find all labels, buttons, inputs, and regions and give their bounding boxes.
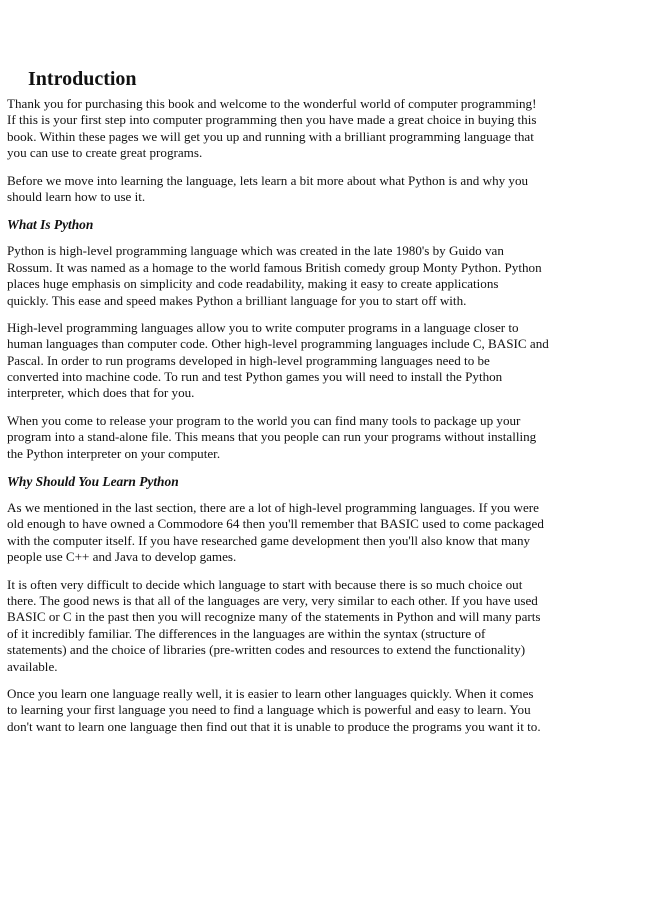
section1-paragraph-1 [7, 243, 660, 309]
paragraph-line: BASIC or C in the past then you will recognize many of the statements in Python and will many parts [7, 609, 541, 625]
paragraph-line: the Python interpreter on your computer. [7, 445, 221, 461]
paragraph-line: should learn how to use it. [7, 188, 146, 204]
paragraph-line: available. [7, 658, 58, 674]
document-body [7, 66, 660, 746]
paragraph-line: you can use to create great programs. [7, 145, 203, 161]
paragraph-line: with the computer itself. If you have researched game development then you'll also know that many [7, 532, 531, 548]
paragraph-line: program into a stand-alone file. This means that you people can run your programs without installing [7, 429, 537, 445]
paragraph-line: quickly. This ease and speed makes Python a brilliant language for you to start off with. [7, 292, 467, 308]
section1-paragraph-2 [7, 320, 660, 402]
paragraph-line: It is often very difficult to decide which language to start with because there is so much choice out [7, 576, 523, 592]
paragraph-line: interpreter, which does that for you. [7, 385, 195, 401]
section2-paragraph-1 [7, 500, 660, 566]
paragraph-line: people use C++ and Java to develop games. [7, 549, 237, 565]
paragraph-line: High-level programming languages allow you to write computer programs in a language closer to [7, 319, 519, 335]
chapter-title: Introduction [28, 68, 137, 90]
paragraph-line: Rossum. It was named as a homage to the world famous British comedy group Monty Python. Python [7, 259, 542, 275]
paragraph-line: When you come to release your program to the world you can find many tools to package up your [7, 412, 521, 428]
paragraph-line: If this is your first step into computer programming then you have made a great choice in buying this [7, 112, 537, 128]
paragraph-line: converted into machine code. To run and test Python games you will need to install the Python [7, 369, 503, 385]
paragraph-line: there. The good news is that all of the languages are very, very similar to each other. If you have used [7, 592, 538, 608]
paragraph-line: don't want to learn one language then find out that it is unable to produce the programs you want it to. [7, 718, 541, 734]
section-heading-what-is-python: What Is Python [7, 217, 94, 233]
paragraph-line: Pascal. In order to run programs developed in high-level programming languages need to be [7, 352, 490, 368]
paragraph-line: human languages than computer code. Other high-level programming languages include C, BASIC and [7, 336, 549, 352]
intro-paragraph-1 [7, 96, 660, 162]
paragraph-line: As we mentioned in the last section, there are a lot of high-level programming languages. If you were [7, 500, 539, 516]
section-heading-why-learn-python: Why Should You Learn Python [7, 474, 179, 490]
paragraph-line: book. Within these pages we will get you up and running with a brilliant programming language that [7, 128, 534, 144]
paragraph-line: Before we move into learning the language, lets learn a bit more about what Python is and why you [7, 172, 529, 188]
paragraph-line: Once you learn one language really well, it is easier to learn other languages quickly. When it comes [7, 685, 534, 701]
paragraph-line: to learning your first language you need to find a language which is powerful and easy to learn. You [7, 702, 531, 718]
paragraph-line: places huge emphasis on simplicity and code readability, making it easy to create applications [7, 276, 499, 292]
paragraph-line: Thank you for purchasing this book and welcome to the wonderful world of computer programming! [7, 96, 537, 111]
intro-paragraph-2 [7, 173, 660, 206]
section2-paragraph-3 [7, 686, 660, 735]
paragraph-line: of it incredibly familiar. The differences in the languages are within the syntax (structure of [7, 625, 486, 641]
paragraph-line: Python is high-level programming language which was created in the late 1980's by Guido van [7, 243, 504, 259]
paragraph-line: old enough to have owned a Commodore 64 then you'll remember that BASIC used to come packaged [7, 516, 544, 532]
section1-paragraph-3 [7, 413, 660, 462]
section2-paragraph-2 [7, 577, 660, 675]
paragraph-line: statements) and the choice of libraries (pre-written codes and resources to extend the functionality) [7, 642, 526, 658]
